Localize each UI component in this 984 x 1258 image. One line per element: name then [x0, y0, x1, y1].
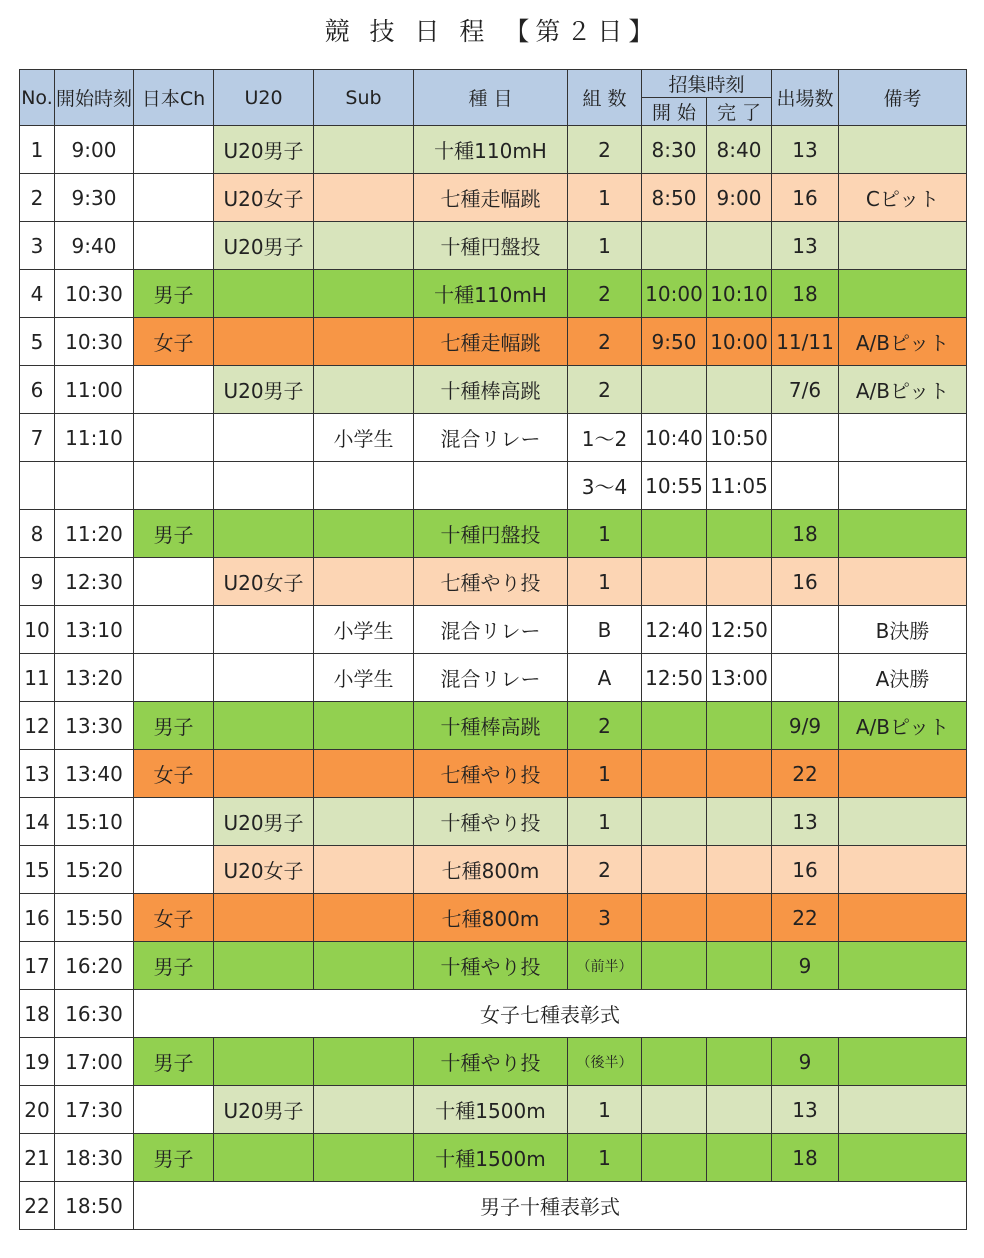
cell-japan-ch: [134, 606, 214, 654]
cell-call-start: [642, 1134, 707, 1182]
cell-start-time: 10:30: [55, 318, 134, 366]
cell-remarks: [839, 1086, 967, 1134]
cell-sub: [314, 558, 414, 606]
cell-call-end: 10:00: [707, 318, 772, 366]
cell-sub: [314, 750, 414, 798]
cell-sub: [314, 798, 414, 846]
cell-call-end: [707, 366, 772, 414]
header-groups: 組 数: [568, 70, 642, 126]
cell-event: 十種やり投: [414, 798, 568, 846]
cell-japan-ch: [134, 846, 214, 894]
cell-event: 十種円盤投: [414, 510, 568, 558]
cell-call-start: [642, 702, 707, 750]
cell-event: 混合リレー: [414, 606, 568, 654]
cell-japan-ch: [134, 798, 214, 846]
cell-groups: 1～2: [568, 414, 642, 462]
cell-remarks: [839, 222, 967, 270]
cell-japan-ch: [134, 1086, 214, 1134]
cell-remarks: [839, 1134, 967, 1182]
cell-event: 十種110mH: [414, 270, 568, 318]
cell-groups: 2: [568, 270, 642, 318]
table-row: [20, 1182, 967, 1230]
cell-start-time: 9:40: [55, 222, 134, 270]
cell-start-time: 10:30: [55, 270, 134, 318]
cell-entries: 9/9: [772, 702, 839, 750]
cell-groups: 2: [568, 126, 642, 174]
cell-entries: 18: [772, 270, 839, 318]
cell-start-time: 15:10: [55, 798, 134, 846]
cell-no: 3: [20, 222, 55, 270]
cell-entries: [772, 414, 839, 462]
header-call-end: 完 了: [707, 98, 772, 126]
cell-u20: [214, 894, 314, 942]
cell-no: 4: [20, 270, 55, 318]
table-row: [20, 510, 967, 558]
cell-remarks: [839, 510, 967, 558]
schedule-table: [19, 69, 967, 1230]
cell-u20: [214, 654, 314, 702]
table-row: [20, 894, 967, 942]
cell-call-start: 10:55: [642, 462, 707, 510]
table-row: [20, 414, 967, 462]
table-row: [20, 1038, 967, 1086]
cell-japan-ch: [134, 222, 214, 270]
cell-sub: [314, 366, 414, 414]
cell-call-start: [642, 894, 707, 942]
cell-call-start: 8:30: [642, 126, 707, 174]
cell-japan-ch: [134, 654, 214, 702]
table-row: [20, 558, 967, 606]
cell-u20: U20女子: [214, 558, 314, 606]
cell-start-time: 13:10: [55, 606, 134, 654]
cell-event: 七種やり投: [414, 558, 568, 606]
cell-call-end: [707, 942, 772, 990]
table-row: [20, 798, 967, 846]
cell-japan-ch: [134, 174, 214, 222]
cell-u20: U20女子: [214, 174, 314, 222]
cell-call-end: 10:10: [707, 270, 772, 318]
cell-sub: [314, 174, 414, 222]
cell-remarks: A/Bピット: [839, 366, 967, 414]
cell-entries: 18: [772, 1134, 839, 1182]
cell-no: 18: [20, 990, 55, 1038]
table-row: [20, 126, 967, 174]
cell-sub: [314, 1134, 414, 1182]
cell-groups: 1: [568, 750, 642, 798]
cell-call-start: [642, 942, 707, 990]
cell-event: 七種800m: [414, 846, 568, 894]
cell-call-start: 9:50: [642, 318, 707, 366]
cell-call-end: [707, 1038, 772, 1086]
cell-sub: [314, 702, 414, 750]
cell-japan-ch: [134, 366, 214, 414]
table-row: [20, 606, 967, 654]
table-row: [20, 990, 967, 1038]
cell-remarks: B決勝: [839, 606, 967, 654]
cell-u20: [214, 606, 314, 654]
cell-remarks: [839, 414, 967, 462]
cell-u20: U20男子: [214, 222, 314, 270]
cell-remarks: Cピット: [839, 174, 967, 222]
cell-no: 11: [20, 654, 55, 702]
cell-sub: [314, 510, 414, 558]
header-start-time: 開始時刻: [55, 70, 134, 126]
cell-sub: [314, 270, 414, 318]
cell-japan-ch: 女子: [134, 318, 214, 366]
cell-japan-ch: 男子: [134, 510, 214, 558]
cell-groups: 1: [568, 222, 642, 270]
cell-groups: 1: [568, 1134, 642, 1182]
cell-call-start: 12:40: [642, 606, 707, 654]
cell-entries: 16: [772, 558, 839, 606]
cell-groups: （後半）: [568, 1038, 642, 1086]
cell-entries: 16: [772, 174, 839, 222]
cell-start-time: 9:30: [55, 174, 134, 222]
cell-sub: 小学生: [314, 654, 414, 702]
cell-no: 1: [20, 126, 55, 174]
cell-no: 22: [20, 1182, 55, 1230]
cell-no: 15: [20, 846, 55, 894]
cell-event: 十種1500m: [414, 1086, 568, 1134]
header-sub: Sub: [314, 70, 414, 126]
cell-call-start: 10:40: [642, 414, 707, 462]
cell-start-time: 11:10: [55, 414, 134, 462]
cell-no: 10: [20, 606, 55, 654]
cell-no: 13: [20, 750, 55, 798]
page-title: 競 技 日 程 【第２日】: [324, 17, 660, 46]
cell-start-time: 17:30: [55, 1086, 134, 1134]
cell-call-end: [707, 894, 772, 942]
cell-event: 七種やり投: [414, 750, 568, 798]
cell-sub: [314, 318, 414, 366]
cell-u20: [214, 462, 314, 510]
cell-call-end: 12:50: [707, 606, 772, 654]
cell-call-end: 9:00: [707, 174, 772, 222]
cell-start-time: 9:00: [55, 126, 134, 174]
cell-no: 19: [20, 1038, 55, 1086]
cell-japan-ch: 女子: [134, 750, 214, 798]
cell-no: 9: [20, 558, 55, 606]
table-row: [20, 942, 967, 990]
cell-remarks: [839, 750, 967, 798]
cell-start-time: 13:40: [55, 750, 134, 798]
cell-no: 7: [20, 414, 55, 462]
cell-no: 16: [20, 894, 55, 942]
header-entries: 出場数: [772, 70, 839, 126]
cell-entries: 7/6: [772, 366, 839, 414]
cell-sub: [314, 942, 414, 990]
cell-no: 6: [20, 366, 55, 414]
cell-entries: 13: [772, 1086, 839, 1134]
cell-remarks: [839, 126, 967, 174]
cell-japan-ch: 男子: [134, 942, 214, 990]
cell-groups: 2: [568, 846, 642, 894]
cell-call-end: [707, 702, 772, 750]
cell-groups: 2: [568, 318, 642, 366]
cell-groups: 1: [568, 1086, 642, 1134]
cell-sub: [314, 462, 414, 510]
cell-japan-ch: 男子: [134, 1134, 214, 1182]
cell-no: 5: [20, 318, 55, 366]
cell-entries: 13: [772, 798, 839, 846]
cell-call-end: 13:00: [707, 654, 772, 702]
cell-ceremony: 女子七種表彰式: [134, 990, 967, 1038]
cell-u20: [214, 1134, 314, 1182]
cell-remarks: [839, 942, 967, 990]
cell-sub: 小学生: [314, 414, 414, 462]
cell-no: 12: [20, 702, 55, 750]
cell-groups: 3: [568, 894, 642, 942]
cell-u20: [214, 510, 314, 558]
header-u20: U20: [214, 70, 314, 126]
cell-japan-ch: [134, 462, 214, 510]
cell-start-time: 11:00: [55, 366, 134, 414]
cell-call-end: [707, 1086, 772, 1134]
cell-event: 十種やり投: [414, 942, 568, 990]
cell-start-time: 17:00: [55, 1038, 134, 1086]
cell-remarks: [839, 1038, 967, 1086]
cell-remarks: [839, 462, 967, 510]
cell-call-end: [707, 510, 772, 558]
cell-event: 七種走幅跳: [414, 318, 568, 366]
cell-u20: [214, 414, 314, 462]
cell-entries: 11/11: [772, 318, 839, 366]
cell-u20: U20男子: [214, 1086, 314, 1134]
header-japan-ch: 日本Ch: [134, 70, 214, 126]
cell-u20: U20男子: [214, 366, 314, 414]
cell-u20: [214, 318, 314, 366]
cell-call-start: [642, 1038, 707, 1086]
cell-event: 十種やり投: [414, 1038, 568, 1086]
cell-entries: 18: [772, 510, 839, 558]
cell-no: [20, 462, 55, 510]
cell-remarks: A/Bピット: [839, 702, 967, 750]
cell-groups: 3～4: [568, 462, 642, 510]
cell-groups: 1: [568, 174, 642, 222]
cell-event: 混合リレー: [414, 654, 568, 702]
cell-japan-ch: 男子: [134, 270, 214, 318]
cell-event: 十種棒高跳: [414, 702, 568, 750]
cell-start-time: 18:50: [55, 1182, 134, 1230]
table-row: [20, 1086, 967, 1134]
cell-remarks: A/Bピット: [839, 318, 967, 366]
cell-sub: 小学生: [314, 606, 414, 654]
cell-start-time: 12:30: [55, 558, 134, 606]
header-call-time: 招集時刻: [642, 70, 772, 98]
cell-remarks: [839, 270, 967, 318]
cell-start-time: 18:30: [55, 1134, 134, 1182]
cell-groups: B: [568, 606, 642, 654]
cell-sub: [314, 222, 414, 270]
cell-u20: U20女子: [214, 846, 314, 894]
cell-start-time: 11:20: [55, 510, 134, 558]
cell-call-end: [707, 846, 772, 894]
table-row: [20, 654, 967, 702]
table-row: [20, 702, 967, 750]
cell-entries: [772, 654, 839, 702]
table-row: [20, 366, 967, 414]
cell-japan-ch: 女子: [134, 894, 214, 942]
cell-no: 20: [20, 1086, 55, 1134]
header-call-start: 開 始: [642, 98, 707, 126]
cell-call-start: [642, 846, 707, 894]
cell-u20: U20男子: [214, 798, 314, 846]
cell-call-start: [642, 1086, 707, 1134]
cell-event: 十種1500m: [414, 1134, 568, 1182]
cell-call-end: [707, 222, 772, 270]
cell-groups: （前半）: [568, 942, 642, 990]
cell-remarks: [839, 798, 967, 846]
cell-event: 混合リレー: [414, 414, 568, 462]
cell-no: 8: [20, 510, 55, 558]
cell-event: 十種円盤投: [414, 222, 568, 270]
cell-start-time: 16:30: [55, 990, 134, 1038]
cell-remarks: A決勝: [839, 654, 967, 702]
cell-entries: 13: [772, 126, 839, 174]
cell-start-time: 13:20: [55, 654, 134, 702]
cell-start-time: 15:50: [55, 894, 134, 942]
cell-event: 十種棒高跳: [414, 366, 568, 414]
header-event: 種 目: [414, 70, 568, 126]
cell-call-start: 10:00: [642, 270, 707, 318]
table-row: [20, 222, 967, 270]
cell-remarks: [839, 558, 967, 606]
cell-japan-ch: [134, 126, 214, 174]
cell-call-start: [642, 222, 707, 270]
cell-no: 2: [20, 174, 55, 222]
cell-sub: [314, 1086, 414, 1134]
cell-groups: A: [568, 654, 642, 702]
cell-u20: [214, 750, 314, 798]
cell-u20: U20男子: [214, 126, 314, 174]
cell-groups: 1: [568, 798, 642, 846]
cell-start-time: 13:30: [55, 702, 134, 750]
cell-call-start: [642, 510, 707, 558]
cell-start-time: 15:20: [55, 846, 134, 894]
cell-start-time: 16:20: [55, 942, 134, 990]
cell-entries: 22: [772, 750, 839, 798]
cell-groups: 1: [568, 510, 642, 558]
cell-remarks: [839, 894, 967, 942]
table-row: [20, 462, 967, 510]
cell-no: 14: [20, 798, 55, 846]
cell-call-start: [642, 798, 707, 846]
table-row: [20, 318, 967, 366]
cell-groups: 2: [568, 366, 642, 414]
cell-sub: [314, 126, 414, 174]
cell-event: 七種800m: [414, 894, 568, 942]
cell-sub: [314, 1038, 414, 1086]
table-row: [20, 750, 967, 798]
cell-call-start: 12:50: [642, 654, 707, 702]
cell-call-start: [642, 366, 707, 414]
table-row: [20, 1134, 967, 1182]
cell-japan-ch: 男子: [134, 702, 214, 750]
header-remarks: 備考: [839, 70, 967, 126]
cell-entries: 13: [772, 222, 839, 270]
table-row: [20, 846, 967, 894]
cell-entries: 9: [772, 942, 839, 990]
table-row: [20, 174, 967, 222]
cell-call-start: [642, 558, 707, 606]
cell-start-time: [55, 462, 134, 510]
cell-entries: 16: [772, 846, 839, 894]
header-no: No.: [20, 70, 55, 126]
cell-entries: [772, 606, 839, 654]
cell-no: 21: [20, 1134, 55, 1182]
cell-u20: [214, 1038, 314, 1086]
cell-call-end: [707, 750, 772, 798]
cell-entries: [772, 462, 839, 510]
cell-call-start: 8:50: [642, 174, 707, 222]
cell-u20: [214, 270, 314, 318]
cell-entries: 9: [772, 1038, 839, 1086]
cell-call-end: [707, 1134, 772, 1182]
cell-call-end: [707, 798, 772, 846]
cell-groups: 2: [568, 702, 642, 750]
cell-call-end: 11:05: [707, 462, 772, 510]
cell-call-end: 8:40: [707, 126, 772, 174]
cell-u20: [214, 942, 314, 990]
cell-japan-ch: [134, 414, 214, 462]
cell-no: 17: [20, 942, 55, 990]
cell-u20: [214, 702, 314, 750]
cell-japan-ch: [134, 558, 214, 606]
cell-event: 十種110mH: [414, 126, 568, 174]
cell-event: [414, 462, 568, 510]
cell-groups: 1: [568, 558, 642, 606]
table-row: [20, 270, 967, 318]
cell-ceremony: 男子十種表彰式: [134, 1182, 967, 1230]
cell-call-end: 10:50: [707, 414, 772, 462]
cell-sub: [314, 846, 414, 894]
cell-sub: [314, 894, 414, 942]
cell-event: 七種走幅跳: [414, 174, 568, 222]
cell-call-start: [642, 750, 707, 798]
cell-call-end: [707, 558, 772, 606]
cell-entries: 22: [772, 894, 839, 942]
cell-remarks: [839, 846, 967, 894]
header-row: [20, 70, 967, 98]
cell-japan-ch: 男子: [134, 1038, 214, 1086]
